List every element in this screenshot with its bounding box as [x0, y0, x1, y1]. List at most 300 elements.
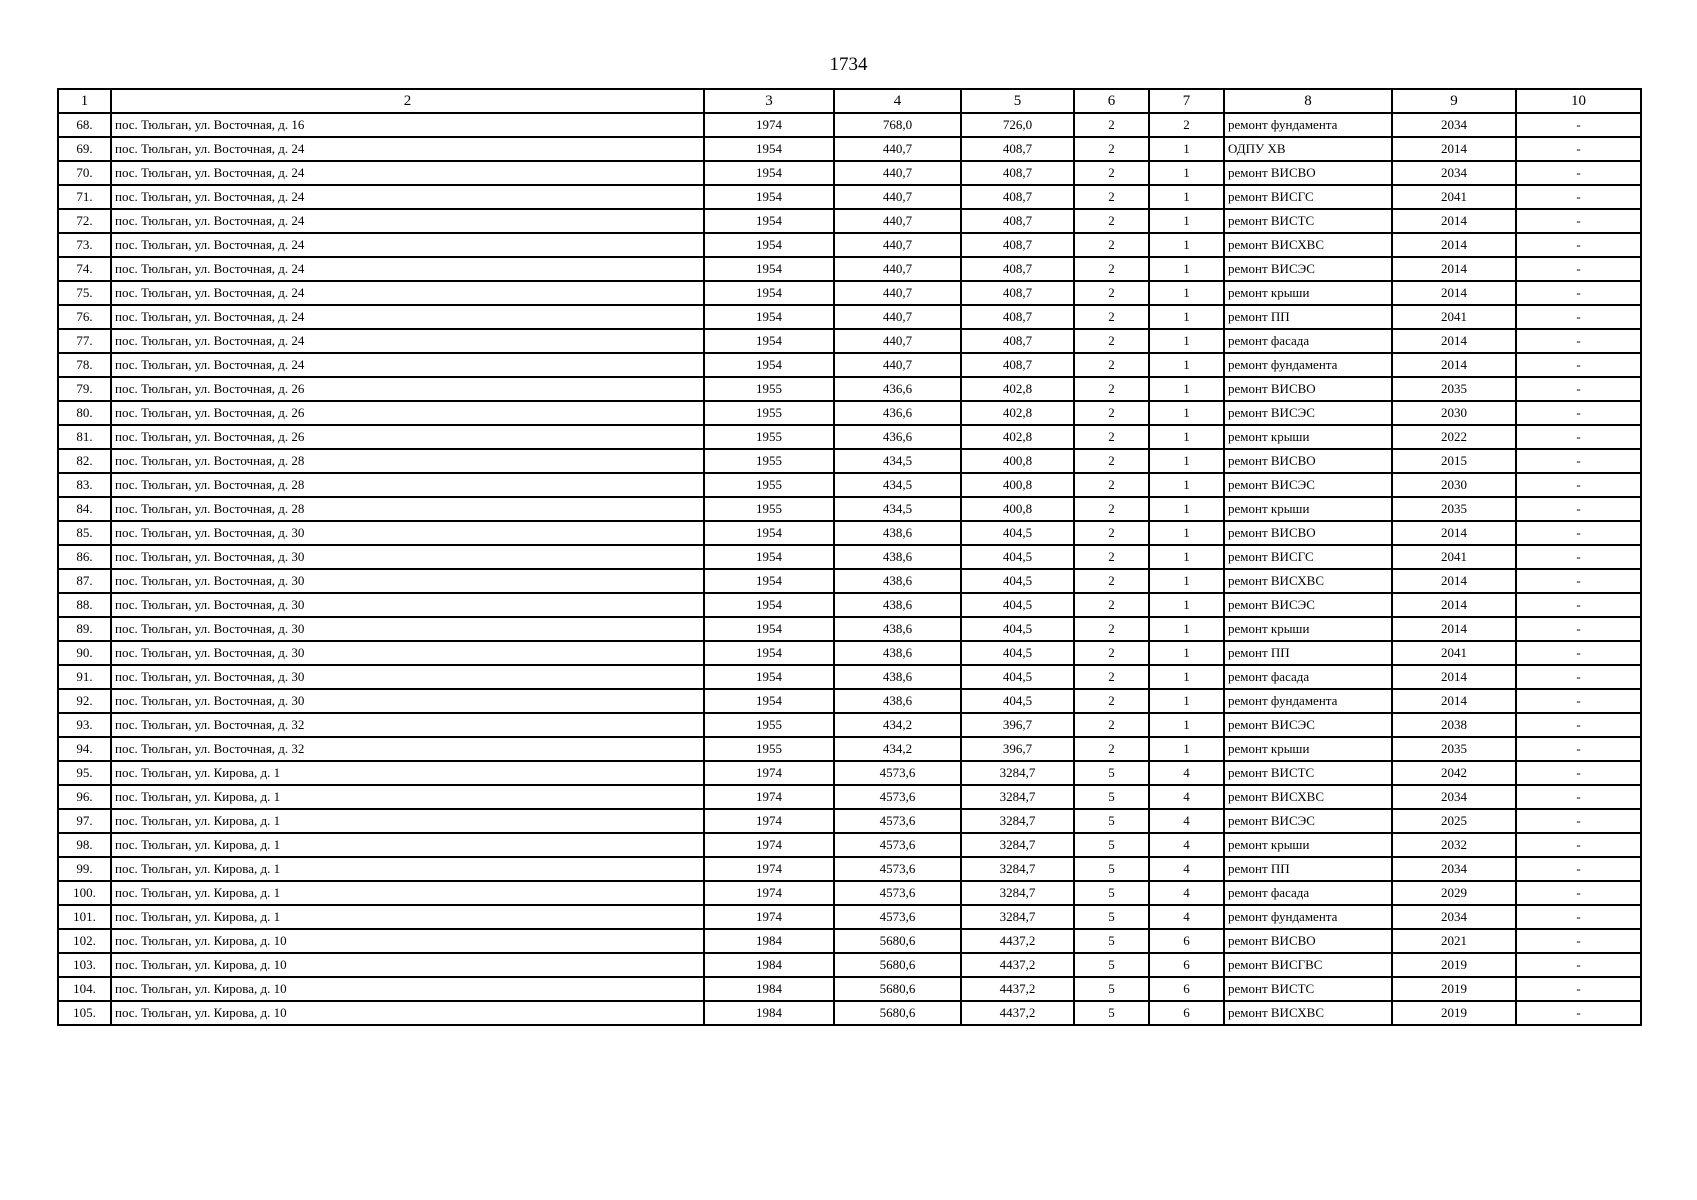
cell-address: пос. Тюльган, ул. Восточная, д. 28: [111, 449, 704, 473]
cell-living-area: 3284,7: [961, 905, 1074, 929]
cell-year: 1955: [704, 449, 834, 473]
cell-entrances: 1: [1149, 329, 1224, 353]
cell-planned-year: 2034: [1392, 113, 1516, 137]
cell-address: пос. Тюльган, ул. Восточная, д. 30: [111, 641, 704, 665]
cell-note: -: [1516, 665, 1641, 689]
cell-year: 1954: [704, 257, 834, 281]
cell-year: 1955: [704, 473, 834, 497]
cell-year: 1954: [704, 689, 834, 713]
table-row: [58, 833, 1641, 857]
cell-note: -: [1516, 377, 1641, 401]
header-col-year: 3: [704, 89, 834, 113]
cell-row-number: 86.: [58, 545, 111, 569]
cell-planned-year: 2034: [1392, 857, 1516, 881]
cell-year: 1954: [704, 209, 834, 233]
cell-work-type: ремонт ВИСГС: [1224, 545, 1392, 569]
cell-entrances: 1: [1149, 401, 1224, 425]
cell-total-area: 4573,6: [834, 785, 961, 809]
cell-total-area: 440,7: [834, 137, 961, 161]
cell-living-area: 4437,2: [961, 1001, 1074, 1025]
cell-living-area: 4437,2: [961, 953, 1074, 977]
header-row: [58, 89, 1641, 113]
cell-year: 1954: [704, 641, 834, 665]
cell-work-type: ремонт крыши: [1224, 617, 1392, 641]
cell-note: -: [1516, 617, 1641, 641]
cell-work-type: ремонт ВИСВО: [1224, 449, 1392, 473]
cell-work-type: ремонт крыши: [1224, 737, 1392, 761]
cell-note: -: [1516, 449, 1641, 473]
cell-planned-year: 2014: [1392, 665, 1516, 689]
cell-note: -: [1516, 785, 1641, 809]
table-row: [58, 569, 1641, 593]
cell-floors: 2: [1074, 281, 1149, 305]
table-row: [58, 545, 1641, 569]
cell-year: 1954: [704, 161, 834, 185]
cell-total-area: 440,7: [834, 257, 961, 281]
cell-address: пос. Тюльган, ул. Восточная, д. 24: [111, 257, 704, 281]
cell-floors: 2: [1074, 401, 1149, 425]
table-row: [58, 449, 1641, 473]
cell-entrances: 4: [1149, 881, 1224, 905]
cell-total-area: 440,7: [834, 209, 961, 233]
table-row: [58, 185, 1641, 209]
cell-row-number: 94.: [58, 737, 111, 761]
cell-living-area: 400,8: [961, 497, 1074, 521]
cell-work-type: ремонт ВИСЭС: [1224, 593, 1392, 617]
cell-address: пос. Тюльган, ул. Восточная, д. 24: [111, 161, 704, 185]
cell-row-number: 74.: [58, 257, 111, 281]
cell-floors: 2: [1074, 233, 1149, 257]
cell-address: пос. Тюльган, ул. Восточная, д. 16: [111, 113, 704, 137]
cell-note: -: [1516, 593, 1641, 617]
cell-entrances: 1: [1149, 641, 1224, 665]
cell-entrances: 1: [1149, 233, 1224, 257]
cell-work-type: ремонт ВИСЭС: [1224, 473, 1392, 497]
cell-total-area: 4573,6: [834, 833, 961, 857]
cell-address: пос. Тюльган, ул. Восточная, д. 24: [111, 281, 704, 305]
cell-work-type: ремонт ВИСВО: [1224, 161, 1392, 185]
cell-planned-year: 2034: [1392, 785, 1516, 809]
cell-planned-year: 2014: [1392, 329, 1516, 353]
cell-work-type: ремонт фундамента: [1224, 689, 1392, 713]
cell-note: -: [1516, 233, 1641, 257]
cell-total-area: 434,5: [834, 473, 961, 497]
header-col-note: 10: [1516, 89, 1641, 113]
table-row: [58, 137, 1641, 161]
cell-year: 1954: [704, 593, 834, 617]
cell-row-number: 90.: [58, 641, 111, 665]
cell-living-area: 408,7: [961, 233, 1074, 257]
cell-floors: 2: [1074, 113, 1149, 137]
cell-work-type: ремонт фасада: [1224, 665, 1392, 689]
cell-row-number: 104.: [58, 977, 111, 1001]
cell-note: -: [1516, 209, 1641, 233]
cell-total-area: 436,6: [834, 425, 961, 449]
cell-year: 1954: [704, 353, 834, 377]
header-col-planned-year: 9: [1392, 89, 1516, 113]
cell-row-number: 70.: [58, 161, 111, 185]
cell-year: 1974: [704, 905, 834, 929]
cell-living-area: 3284,7: [961, 809, 1074, 833]
cell-entrances: 1: [1149, 353, 1224, 377]
cell-note: -: [1516, 113, 1641, 137]
table-row: [58, 689, 1641, 713]
cell-address: пос. Тюльган, ул. Восточная, д. 30: [111, 689, 704, 713]
cell-year: 1954: [704, 233, 834, 257]
cell-entrances: 1: [1149, 569, 1224, 593]
cell-entrances: 4: [1149, 857, 1224, 881]
table-row: [58, 929, 1641, 953]
cell-total-area: 434,2: [834, 737, 961, 761]
cell-planned-year: 2014: [1392, 137, 1516, 161]
cell-row-number: 92.: [58, 689, 111, 713]
cell-address: пос. Тюльган, ул. Восточная, д. 24: [111, 185, 704, 209]
cell-floors: 2: [1074, 689, 1149, 713]
cell-floors: 2: [1074, 737, 1149, 761]
cell-entrances: 1: [1149, 449, 1224, 473]
cell-planned-year: 2041: [1392, 305, 1516, 329]
cell-total-area: 440,7: [834, 329, 961, 353]
cell-entrances: 1: [1149, 713, 1224, 737]
table-row: [58, 785, 1641, 809]
header-col-floors: 6: [1074, 89, 1149, 113]
cell-planned-year: 2029: [1392, 881, 1516, 905]
cell-total-area: 440,7: [834, 233, 961, 257]
table-row: [58, 617, 1641, 641]
capital-repair-table: [57, 88, 1642, 1026]
cell-living-area: 404,5: [961, 521, 1074, 545]
cell-row-number: 85.: [58, 521, 111, 545]
cell-work-type: ремонт фундамента: [1224, 353, 1392, 377]
cell-entrances: 1: [1149, 377, 1224, 401]
cell-row-number: 93.: [58, 713, 111, 737]
cell-address: пос. Тюльган, ул. Кирова, д. 1: [111, 761, 704, 785]
table-row: [58, 425, 1641, 449]
cell-address: пос. Тюльган, ул. Восточная, д. 32: [111, 737, 704, 761]
cell-living-area: 404,5: [961, 569, 1074, 593]
table-row: [58, 473, 1641, 497]
header-col-living-area: 5: [961, 89, 1074, 113]
cell-address: пос. Тюльган, ул. Восточная, д. 30: [111, 521, 704, 545]
cell-work-type: ремонт ПП: [1224, 641, 1392, 665]
cell-entrances: 1: [1149, 185, 1224, 209]
table-row: [58, 377, 1641, 401]
cell-entrances: 1: [1149, 209, 1224, 233]
cell-row-number: 72.: [58, 209, 111, 233]
cell-floors: 2: [1074, 593, 1149, 617]
cell-work-type: ремонт ПП: [1224, 857, 1392, 881]
cell-total-area: 438,6: [834, 641, 961, 665]
cell-planned-year: 2014: [1392, 353, 1516, 377]
cell-year: 1954: [704, 545, 834, 569]
cell-total-area: 4573,6: [834, 857, 961, 881]
cell-work-type: ремонт фасада: [1224, 329, 1392, 353]
cell-work-type: ремонт ВИСГС: [1224, 185, 1392, 209]
cell-year: 1974: [704, 881, 834, 905]
cell-entrances: 1: [1149, 305, 1224, 329]
cell-total-area: 5680,6: [834, 977, 961, 1001]
cell-year: 1954: [704, 329, 834, 353]
cell-entrances: 1: [1149, 257, 1224, 281]
cell-floors: 2: [1074, 209, 1149, 233]
cell-planned-year: 2014: [1392, 233, 1516, 257]
cell-address: пос. Тюльган, ул. Восточная, д. 30: [111, 665, 704, 689]
cell-work-type: ремонт фундамента: [1224, 113, 1392, 137]
cell-note: -: [1516, 857, 1641, 881]
table-row: [58, 977, 1641, 1001]
cell-floors: 2: [1074, 521, 1149, 545]
table-row: [58, 1001, 1641, 1025]
cell-living-area: 396,7: [961, 713, 1074, 737]
cell-total-area: 436,6: [834, 401, 961, 425]
cell-note: -: [1516, 497, 1641, 521]
cell-living-area: 402,8: [961, 425, 1074, 449]
cell-floors: 2: [1074, 449, 1149, 473]
cell-floors: 2: [1074, 305, 1149, 329]
cell-note: -: [1516, 473, 1641, 497]
cell-floors: 2: [1074, 329, 1149, 353]
cell-planned-year: 2014: [1392, 689, 1516, 713]
cell-work-type: ремонт ВИСЭС: [1224, 713, 1392, 737]
table-row: [58, 257, 1641, 281]
cell-work-type: ремонт ВИСТС: [1224, 209, 1392, 233]
cell-year: 1955: [704, 497, 834, 521]
cell-address: пос. Тюльган, ул. Кирова, д. 1: [111, 881, 704, 905]
cell-planned-year: 2038: [1392, 713, 1516, 737]
cell-floors: 5: [1074, 857, 1149, 881]
cell-planned-year: 2015: [1392, 449, 1516, 473]
cell-total-area: 434,5: [834, 497, 961, 521]
cell-floors: 2: [1074, 665, 1149, 689]
cell-work-type: ремонт ВИСХВС: [1224, 233, 1392, 257]
cell-work-type: ремонт ВИСЭС: [1224, 809, 1392, 833]
cell-planned-year: 2014: [1392, 617, 1516, 641]
cell-row-number: 99.: [58, 857, 111, 881]
cell-total-area: 5680,6: [834, 929, 961, 953]
cell-floors: 5: [1074, 929, 1149, 953]
cell-year: 1955: [704, 401, 834, 425]
cell-year: 1984: [704, 953, 834, 977]
cell-note: -: [1516, 689, 1641, 713]
cell-living-area: 3284,7: [961, 785, 1074, 809]
cell-work-type: ремонт ВИСЭС: [1224, 401, 1392, 425]
cell-planned-year: 2032: [1392, 833, 1516, 857]
cell-year: 1954: [704, 281, 834, 305]
cell-year: 1955: [704, 425, 834, 449]
cell-planned-year: 2019: [1392, 1001, 1516, 1025]
cell-note: -: [1516, 977, 1641, 1001]
cell-note: -: [1516, 641, 1641, 665]
cell-total-area: 4573,6: [834, 809, 961, 833]
cell-floors: 2: [1074, 377, 1149, 401]
cell-planned-year: 2035: [1392, 377, 1516, 401]
cell-total-area: 4573,6: [834, 881, 961, 905]
cell-row-number: 87.: [58, 569, 111, 593]
cell-planned-year: 2014: [1392, 521, 1516, 545]
cell-address: пос. Тюльган, ул. Кирова, д. 10: [111, 977, 704, 1001]
cell-floors: 2: [1074, 569, 1149, 593]
cell-work-type: ремонт крыши: [1224, 281, 1392, 305]
cell-year: 1954: [704, 137, 834, 161]
cell-row-number: 100.: [58, 881, 111, 905]
cell-floors: 5: [1074, 953, 1149, 977]
cell-floors: 2: [1074, 185, 1149, 209]
cell-entrances: 6: [1149, 929, 1224, 953]
cell-entrances: 4: [1149, 785, 1224, 809]
cell-work-type: ОДПУ ХВ: [1224, 137, 1392, 161]
table-row: [58, 161, 1641, 185]
cell-floors: 2: [1074, 641, 1149, 665]
cell-total-area: 4573,6: [834, 905, 961, 929]
table-row: [58, 233, 1641, 257]
cell-year: 1954: [704, 617, 834, 641]
cell-planned-year: 2030: [1392, 401, 1516, 425]
cell-entrances: 2: [1149, 113, 1224, 137]
cell-address: пос. Тюльган, ул. Восточная, д. 30: [111, 593, 704, 617]
cell-living-area: 3284,7: [961, 833, 1074, 857]
cell-work-type: ремонт ВИСТС: [1224, 977, 1392, 1001]
cell-address: пос. Тюльган, ул. Восточная, д. 24: [111, 329, 704, 353]
cell-entrances: 1: [1149, 617, 1224, 641]
cell-living-area: 4437,2: [961, 929, 1074, 953]
cell-entrances: 1: [1149, 545, 1224, 569]
cell-address: пос. Тюльган, ул. Кирова, д. 1: [111, 833, 704, 857]
cell-year: 1955: [704, 713, 834, 737]
cell-total-area: 5680,6: [834, 1001, 961, 1025]
table-row: [58, 905, 1641, 929]
cell-work-type: ремонт фундамента: [1224, 905, 1392, 929]
cell-row-number: 78.: [58, 353, 111, 377]
cell-planned-year: 2014: [1392, 569, 1516, 593]
cell-note: -: [1516, 833, 1641, 857]
table-row: [58, 593, 1641, 617]
cell-year: 1954: [704, 665, 834, 689]
cell-row-number: 80.: [58, 401, 111, 425]
cell-total-area: 438,6: [834, 665, 961, 689]
cell-living-area: 408,7: [961, 353, 1074, 377]
cell-floors: 2: [1074, 137, 1149, 161]
cell-living-area: 404,5: [961, 689, 1074, 713]
cell-address: пос. Тюльган, ул. Кирова, д. 1: [111, 785, 704, 809]
cell-planned-year: 2014: [1392, 281, 1516, 305]
cell-address: пос. Тюльган, ул. Восточная, д. 24: [111, 353, 704, 377]
table-row: [58, 401, 1641, 425]
cell-total-area: 434,2: [834, 713, 961, 737]
page-number: 1734: [829, 54, 868, 75]
cell-address: пос. Тюльган, ул. Восточная, д. 30: [111, 569, 704, 593]
cell-row-number: 83.: [58, 473, 111, 497]
cell-row-number: 69.: [58, 137, 111, 161]
cell-floors: 2: [1074, 425, 1149, 449]
cell-floors: 5: [1074, 833, 1149, 857]
header-col-entrances: 7: [1149, 89, 1224, 113]
cell-row-number: 81.: [58, 425, 111, 449]
cell-year: 1955: [704, 377, 834, 401]
cell-total-area: 438,6: [834, 689, 961, 713]
cell-floors: 2: [1074, 497, 1149, 521]
cell-note: -: [1516, 353, 1641, 377]
cell-entrances: 6: [1149, 1001, 1224, 1025]
cell-planned-year: 2014: [1392, 593, 1516, 617]
table-row: [58, 305, 1641, 329]
cell-note: -: [1516, 761, 1641, 785]
cell-note: -: [1516, 305, 1641, 329]
cell-year: 1974: [704, 113, 834, 137]
table-row: [58, 665, 1641, 689]
cell-entrances: 1: [1149, 281, 1224, 305]
cell-year: 1954: [704, 305, 834, 329]
cell-note: -: [1516, 425, 1641, 449]
table-row: [58, 113, 1641, 137]
table-row: [58, 353, 1641, 377]
cell-note: -: [1516, 737, 1641, 761]
cell-year: 1974: [704, 761, 834, 785]
table-row: [58, 497, 1641, 521]
cell-year: 1984: [704, 1001, 834, 1025]
cell-floors: 2: [1074, 257, 1149, 281]
header-col-row-number: 1: [58, 89, 111, 113]
cell-year: 1974: [704, 857, 834, 881]
cell-row-number: 91.: [58, 665, 111, 689]
cell-entrances: 1: [1149, 521, 1224, 545]
cell-work-type: ремонт крыши: [1224, 497, 1392, 521]
cell-floors: 2: [1074, 617, 1149, 641]
cell-work-type: ремонт ВИСХВС: [1224, 569, 1392, 593]
cell-living-area: 404,5: [961, 593, 1074, 617]
cell-floors: 2: [1074, 713, 1149, 737]
table-row: [58, 737, 1641, 761]
cell-planned-year: 2041: [1392, 641, 1516, 665]
cell-address: пос. Тюльган, ул. Кирова, д. 1: [111, 809, 704, 833]
cell-living-area: 402,8: [961, 377, 1074, 401]
cell-living-area: 408,7: [961, 305, 1074, 329]
cell-planned-year: 2014: [1392, 257, 1516, 281]
cell-floors: 5: [1074, 785, 1149, 809]
cell-floors: 2: [1074, 545, 1149, 569]
cell-total-area: 438,6: [834, 569, 961, 593]
cell-row-number: 103.: [58, 953, 111, 977]
table-row: [58, 953, 1641, 977]
cell-planned-year: 2021: [1392, 929, 1516, 953]
cell-note: -: [1516, 545, 1641, 569]
cell-work-type: ремонт ВИСТС: [1224, 761, 1392, 785]
cell-note: -: [1516, 329, 1641, 353]
cell-row-number: 73.: [58, 233, 111, 257]
cell-living-area: 3284,7: [961, 881, 1074, 905]
cell-year: 1984: [704, 977, 834, 1001]
cell-row-number: 75.: [58, 281, 111, 305]
cell-row-number: 97.: [58, 809, 111, 833]
cell-year: 1955: [704, 737, 834, 761]
cell-note: -: [1516, 161, 1641, 185]
cell-row-number: 101.: [58, 905, 111, 929]
cell-work-type: ремонт ВИСГВС: [1224, 953, 1392, 977]
cell-living-area: 3284,7: [961, 761, 1074, 785]
cell-work-type: ремонт ПП: [1224, 305, 1392, 329]
cell-total-area: 768,0: [834, 113, 961, 137]
cell-total-area: 440,7: [834, 185, 961, 209]
cell-address: пос. Тюльган, ул. Восточная, д. 26: [111, 425, 704, 449]
cell-row-number: 82.: [58, 449, 111, 473]
cell-address: пос. Тюльган, ул. Восточная, д. 28: [111, 497, 704, 521]
cell-address: пос. Тюльган, ул. Восточная, д. 30: [111, 617, 704, 641]
cell-year: 1974: [704, 833, 834, 857]
cell-note: -: [1516, 137, 1641, 161]
cell-address: пос. Тюльган, ул. Кирова, д. 10: [111, 953, 704, 977]
cell-planned-year: 2022: [1392, 425, 1516, 449]
cell-year: 1954: [704, 569, 834, 593]
cell-total-area: 438,6: [834, 593, 961, 617]
